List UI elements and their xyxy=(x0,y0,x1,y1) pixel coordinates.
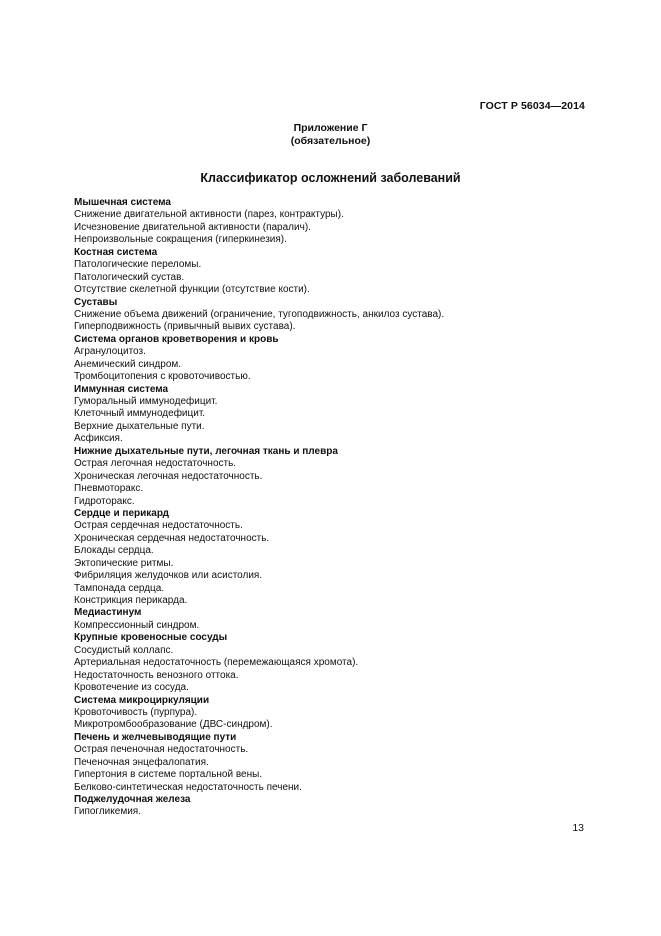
list-item: Недостаточность венозного оттока. xyxy=(74,669,239,681)
list-item: Острая легочная недостаточность. xyxy=(74,458,237,470)
section-heading: Медиастинум xyxy=(74,607,142,619)
list-item: Эктопические ритмы. xyxy=(74,557,174,569)
standard-code: ГОСТ Р 56034—2014 xyxy=(479,100,585,112)
section-heading: Система органов кроветворения и кровь xyxy=(74,333,279,345)
list-item: Тампонада сердца. xyxy=(74,582,165,594)
list-item: Отсутствие скелетной функции (отсутствие кости). xyxy=(74,284,310,296)
list-item: Компрессионный синдром. xyxy=(74,619,200,631)
section-heading: Печень и желчевыводящие пути xyxy=(74,731,237,743)
list-item: Снижение двигательной активности (парез, контрактуры). xyxy=(74,209,344,221)
section-heading: Поджелудочная железа xyxy=(74,794,191,805)
list-item: Гиперподвижность (привычный вывих сустава). xyxy=(74,321,296,333)
list-item: Патологический сустав. xyxy=(74,271,185,283)
list-item: Патологические переломы. xyxy=(74,259,202,271)
list-item: Гуморальный иммунодефицит. xyxy=(74,396,218,407)
section-heading: Система микроциркуляции xyxy=(74,694,210,706)
list-item: Непроизвольные сокращения (гиперкинезия). xyxy=(74,234,287,246)
section-heading: Крупные кровеносные сосуды xyxy=(74,632,228,644)
section-heading: Суставы xyxy=(74,296,118,308)
list-item: Асфиксия. xyxy=(74,433,123,445)
list-item: Исчезновение двигательной активности (паралич). xyxy=(74,221,311,233)
list-item: Хроническая сердечная недостаточность. xyxy=(74,532,270,544)
list-item: Острая сердечная недостаточность. xyxy=(74,520,243,532)
list-item: Анемический синдром. xyxy=(74,358,182,370)
list-item: Пневмоторакс. xyxy=(74,483,144,495)
list-item: Белково-синтетическая недостаточность печени. xyxy=(74,781,302,793)
list-item: Снижение объема движений (ограничение, тугоподвижность, анкилоз сустава). xyxy=(74,308,445,320)
list-item: Гипертония в системе портальной вены. xyxy=(74,769,263,781)
appendix-label: Приложение Г xyxy=(293,122,368,134)
appendix-status: (обязательное) xyxy=(290,135,371,147)
classifier-list xyxy=(74,197,594,819)
list-item: Констрикция перикарда. xyxy=(74,595,188,606)
list-item: Кровотечение из сосуда. xyxy=(74,682,189,694)
list-item: Кровоточивость (пурпура). xyxy=(74,706,198,718)
list-item: Клеточный иммунодефицит. xyxy=(74,408,206,420)
list-item: Гидроторакс. xyxy=(74,495,135,507)
section-heading: Костная система xyxy=(74,246,158,258)
list-item: Фибриляция желудочков или асистолия. xyxy=(74,570,263,582)
section-heading: Сердце и перикард xyxy=(74,507,170,519)
list-item: Агранулоцитоз. xyxy=(74,346,146,358)
section-heading: Иммунная система xyxy=(74,383,169,395)
page-number: 13 xyxy=(572,822,584,834)
list-item: Сосудистый коллапс. xyxy=(74,644,174,656)
list-item: Микротромбообразование (ДВС-синдром). xyxy=(74,719,273,731)
list-item: Острая печеночная недостаточность. xyxy=(74,744,249,756)
document-title: Классификатор осложнений заболеваний xyxy=(200,171,461,185)
list-item: Гипогликемия. xyxy=(74,806,141,818)
section-heading: Мышечная система xyxy=(74,197,171,208)
list-item: Хроническая легочная недостаточность. xyxy=(74,470,263,482)
list-item: Артериальная недостаточность (перемежающаяся хромота). xyxy=(74,657,359,669)
list-item: Печеночная энцефалопатия. xyxy=(74,756,209,768)
list-item: Верхние дыхательные пути. xyxy=(74,420,205,432)
list-item: Тромбоцитопения с кровоточивостью. xyxy=(74,371,251,383)
section-heading: Нижние дыхательные пути, легочная ткань и плевра xyxy=(74,445,338,457)
list-item: Блокады сердца. xyxy=(74,545,154,557)
